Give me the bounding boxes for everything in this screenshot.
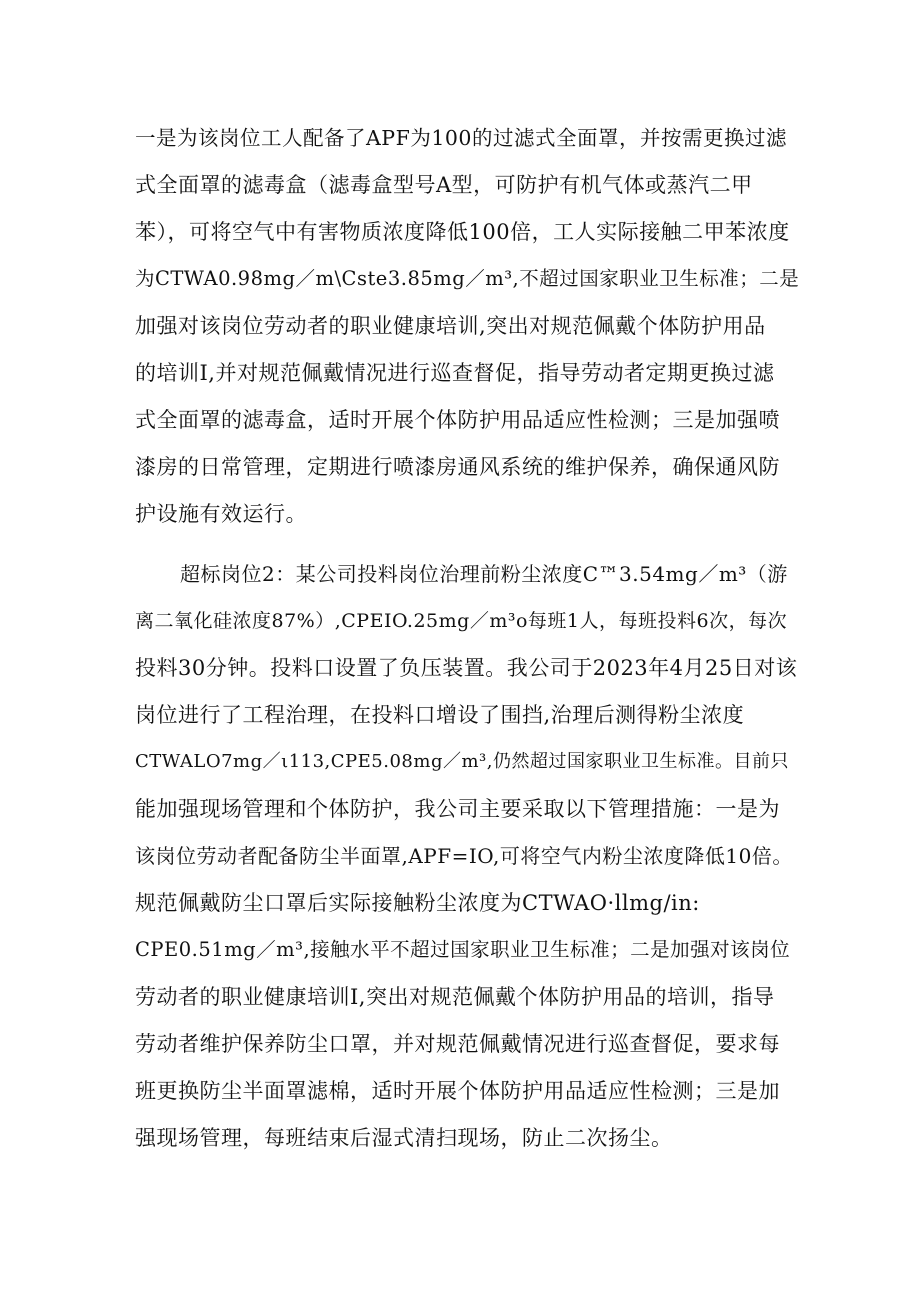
paragraph-1-line-5: 加强对该岗位劳动者的职业健康培训,突出对规范佩戴个体防护用品 [135, 314, 766, 338]
paragraph-2-line-9: CPE0.51mg／m³,接触水平不超过国家职业卫生标准；二是加强对该岗位 [135, 938, 791, 961]
paragraph-2-line-5: CTWALO7mg／ι113,CPE5.08mg／m³,仍然超过国家职业卫生标准。目前只 [135, 751, 789, 772]
paragraph-2-line-3: 投料30分钟。投料口设置了负压装置。我公司于2023年4月25日对该 [135, 656, 798, 680]
paragraph-2-line-12: 班更换防尘半面罩滤棉，适时开展个体防护用品适应性检测；三是加 [135, 1079, 780, 1103]
paragraph-2-line-6: 能加强现场管理和个体防护，我公司主要采取以下管理措施：一是为 [135, 797, 780, 821]
paragraph-2-line-11: 劳动者维护保养防尘口罩，并对规范佩戴情况进行巡查督促，要求每 [135, 1032, 780, 1056]
paragraph-2-line-10: 劳动者的职业健康培训I,突出对规范佩戴个体防护用品的培训，指导 [135, 985, 775, 1009]
paragraph-1-line-7: 式全面罩的滤毒盒，适时开展个体防护用品适应性检测；三是加强喷 [135, 408, 780, 432]
paragraph-2-line-1: 超标岗位2：某公司投料岗位治理前粉尘浓度C™3.54mg／m³（游 [180, 562, 788, 586]
paragraph-1-line-9: 护设施有效运行。 [135, 502, 307, 526]
paragraph-2-line-4: 岗位进行了工程治理，在投料口增设了围挡,治理后测得粉尘浓度 [135, 703, 745, 727]
paragraph-1-line-1: 一是为该岗位工人配备了APF为100的过滤式全面罩，并按需更换过滤 [135, 126, 787, 150]
paragraph-2-line-13: 强现场管理，每班结束后湿式清扫现场，防止二次扬尘。 [135, 1126, 673, 1150]
paragraph-2-line-7: 该岗位劳动者配备防尘半面罩,APF=IO,可将空气内粉尘浓度降低10倍。 [135, 844, 793, 868]
paragraph-1-line-3: 苯），可将空气中有害物质浓度降低100倍，工人实际接触二甲苯浓度 [135, 220, 790, 244]
paragraph-1-line-4: 为CTWA0.98mg／m\Cste3.85mg／m³,不超过国家职业卫生标准；二是 [135, 267, 800, 290]
paragraph-2-line-8: 规范佩戴防尘口罩后实际接触粉尘浓度为CTWAO·llmg/in: [135, 891, 700, 915]
paragraph-1-line-6: 的培训I,并对规范佩戴情况进行巡查督促，指导劳动者定期更换过滤 [135, 361, 775, 385]
paragraph-2-line-2: 离二氧化硅浓度87%）,CPEIO.25mg／m³o每班1人，每班投料6次，每次 [135, 610, 788, 632]
paragraph-1-line-2: 式全面罩的滤毒盒（滤毒盒型号A型，可防护有机气体或蒸汽二甲 [135, 173, 753, 197]
paragraph-1-line-8: 漆房的日常管理，定期进行喷漆房通风系统的维护保养，确保通风防 [135, 455, 780, 479]
